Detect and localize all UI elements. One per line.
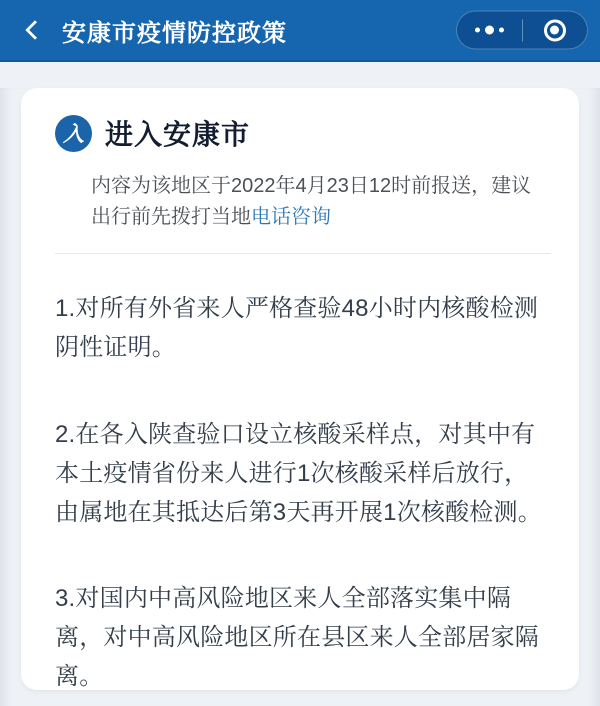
page-background bbox=[0, 88, 600, 706]
policy-paragraph-2: 2.在各入陕查验口设立核酸采样点，对其中有本土疫情省份来人进行1次核酸采样后放行，由属地在其抵达后第3天再开展1次核酸检测。 bbox=[55, 420, 542, 526]
notice-text: 内容为该地区于2022年4月23日12时前报送，建议出行前先拨打当地 bbox=[91, 175, 532, 228]
page-title: 安康市疫情防控政策 bbox=[62, 19, 287, 47]
policy-card bbox=[21, 88, 579, 690]
capsule-more-button[interactable] bbox=[457, 12, 522, 49]
section-divider bbox=[55, 253, 551, 254]
back-button[interactable] bbox=[22, 17, 48, 43]
app-bar bbox=[0, 0, 600, 62]
back-chevron-icon bbox=[25, 20, 45, 40]
enter-arrow-icon: 入 bbox=[55, 115, 92, 152]
ellipsis-icon bbox=[475, 26, 504, 35]
report-notice bbox=[91, 171, 539, 233]
section-header bbox=[55, 113, 551, 153]
policy-paragraph-3: 3.对国内中高风险地区来人全部落实集中隔离，对中高风险地区所在县区来人全部居家隔离。 bbox=[55, 585, 539, 690]
phone-consult-link[interactable]: 电话咨询 bbox=[251, 206, 331, 228]
capsule-close-button[interactable] bbox=[523, 12, 588, 49]
circle-target-icon bbox=[544, 19, 566, 41]
miniprogram-capsule bbox=[456, 11, 588, 50]
policy-paragraph-1: 1.对所有外省来人严格查验48小时内核酸检测阴性证明。 bbox=[55, 295, 539, 361]
section-title: 进入安康市 bbox=[105, 119, 251, 150]
